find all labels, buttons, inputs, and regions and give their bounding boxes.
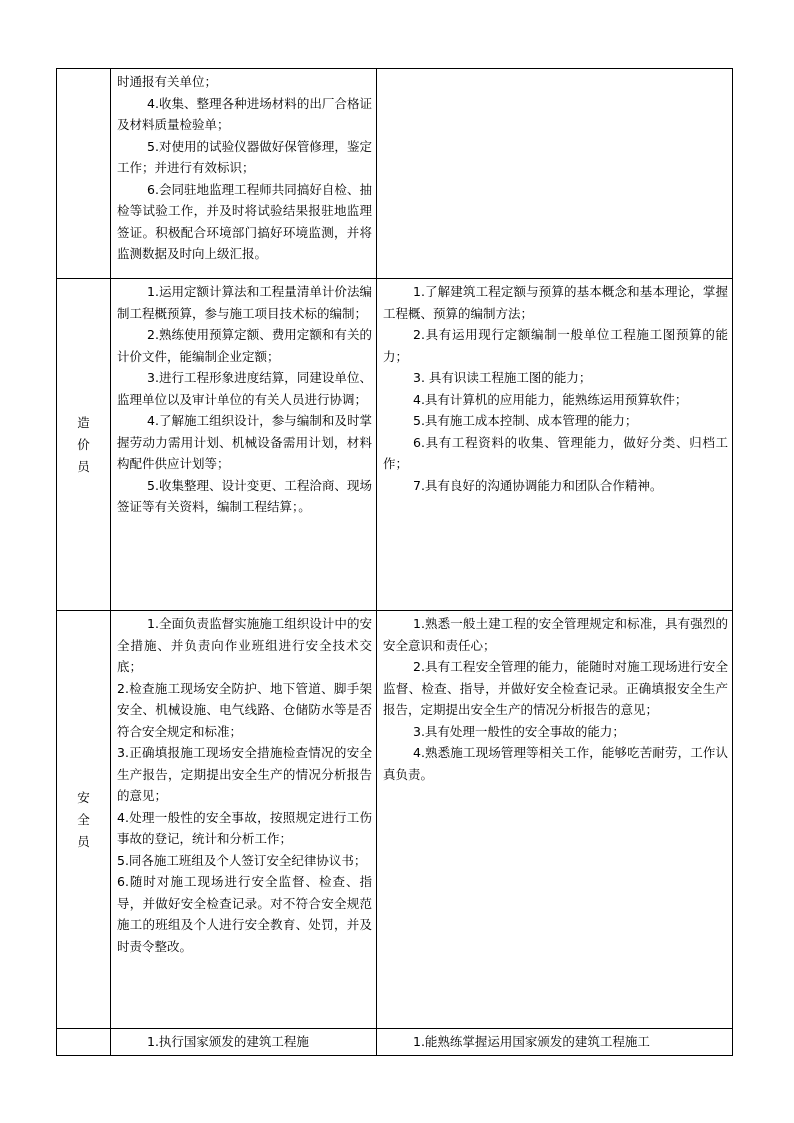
requirement-item: 1.能熟练掌握运用国家颁发的建筑工程施工 <box>413 1034 650 1049</box>
requirement-item: 2.具有工程安全管理的能力，能随时对施工现场进行安全监督、检查、指导，并做好安全检查记录。正确填报安全生产报告，定期提出安全生产的情况分析报告的意见； <box>383 659 728 717</box>
job-roles-table <box>56 68 733 1056</box>
duty-item: 2.熟练使用预算定额、费用定额和有关的计价文件，能编制企业定额； <box>117 327 372 364</box>
duty-item: 6.会同驻地监理工程师共同搞好自检、抽检等试验工作，并及时将试验结果报驻地监理签证。积极配合环境部门搞好环境监测，并将监测数据及时向上级汇报。 <box>117 181 372 261</box>
table-row <box>57 1029 733 1056</box>
requirement-item: 4.熟悉施工现场管理等相关工作，能够吃苦耐劳，工作认真负责。 <box>383 745 728 782</box>
requirements-cell <box>377 69 733 279</box>
role-cell <box>57 1029 111 1056</box>
duty-item: 1.执行国家颁发的建筑工程施 <box>147 1034 309 1049</box>
duty-item: 1.全面负责监督实施施工组织设计中的安全措施、并负责向作业班组进行安全技术交底； <box>117 616 372 674</box>
requirement-item: 2.具有运用现行定额编制一般单位工程施工图预算的能力； <box>383 327 728 364</box>
duty-item: 时通报有关单位； <box>117 74 218 89</box>
role-cell <box>57 279 111 611</box>
duty-item: 5.同各施工班组及个人签订安全纪律协议书； <box>117 852 367 868</box>
requirement-item: 3.具有处理一般性的安全事故的能力； <box>413 723 625 739</box>
duties-cell <box>111 279 377 611</box>
duty-item: 3.进行工程形象进度结算，同建设单位、监理单位以及审计单位的有关人员进行协调； <box>117 370 372 407</box>
duty-item: 1.运用定额计算法和工程量清单计价法编制工程概预算，参与施工项目技术标的编制； <box>117 284 372 321</box>
table-row <box>57 279 733 611</box>
requirement-item: 6.具有工程资料的收集、管理能力，做好分类、归档工作； <box>383 434 728 471</box>
requirement-item: 4.具有计算机的应用能力，能熟练运用预算软件； <box>413 391 688 407</box>
requirement-item: 1.熟悉一般土建工程的安全管理规定和标准，具有强烈的安全意识和责任心； <box>383 616 728 653</box>
duties-cell <box>111 611 377 1029</box>
duty-item: 3.正确填报施工现场安全措施检查情况的安全生产报告，定期提出安全生产的情况分析报告的意见； <box>117 745 372 803</box>
duty-item: 4.处理一般性的安全事故，按照规定进行工伤事故的登记，统计和分析工作； <box>117 809 372 846</box>
job-roles-table-body <box>57 69 733 1056</box>
table-row <box>57 611 733 1029</box>
duty-item: 5.收集整理、设计变更、工程洽商、现场签证等有关资料，编制工程结算；。 <box>117 477 372 514</box>
requirement-item: 7.具有良好的沟通协调能力和团队合作精神。 <box>413 477 663 493</box>
requirement-item: 5.具有施工成本控制、成本管理的能力； <box>413 413 638 428</box>
requirements-cell <box>377 611 733 1029</box>
role-cell <box>57 611 111 1029</box>
role-cell <box>57 69 111 279</box>
requirement-item: 1.了解建筑工程定额与预算的基本概念和基本理论，掌握工程概、预算的编制方法； <box>383 284 728 321</box>
duty-item: 5.对使用的试验仪器做好保管修理，鉴定工作；并进行有效标识； <box>117 138 372 175</box>
duty-item: 2.检查施工现场安全防护、地下管道、脚手架安全、机械设施、电气线路、仓储防水等是否符合安全规定和标准； <box>117 680 372 739</box>
duty-item: 4.收集、整理各种进场材料的出厂合格证及材料质量检验单； <box>117 95 372 132</box>
duty-item: 4.了解施工组织设计，参与编制和及时掌握劳动力需用计划、机械设备需用计划，材料构配件供应计划等； <box>117 413 372 471</box>
table-row <box>57 69 733 279</box>
duties-cell <box>111 69 377 279</box>
duty-item: 6.随时对施工现场进行安全监督、检查、指导，并做好安全检查记录。对不符合安全规范施工的班组及个人进行安全教育、处罚，并及时责令整改。 <box>117 874 372 954</box>
duties-cell <box>111 1029 377 1056</box>
requirements-cell <box>377 279 733 611</box>
requirement-item: 3. 具有识读工程施工图的能力； <box>413 370 592 385</box>
requirements-cell <box>377 1029 733 1056</box>
role-name: 造价员 <box>77 414 90 474</box>
role-name: 安全员 <box>77 789 90 849</box>
